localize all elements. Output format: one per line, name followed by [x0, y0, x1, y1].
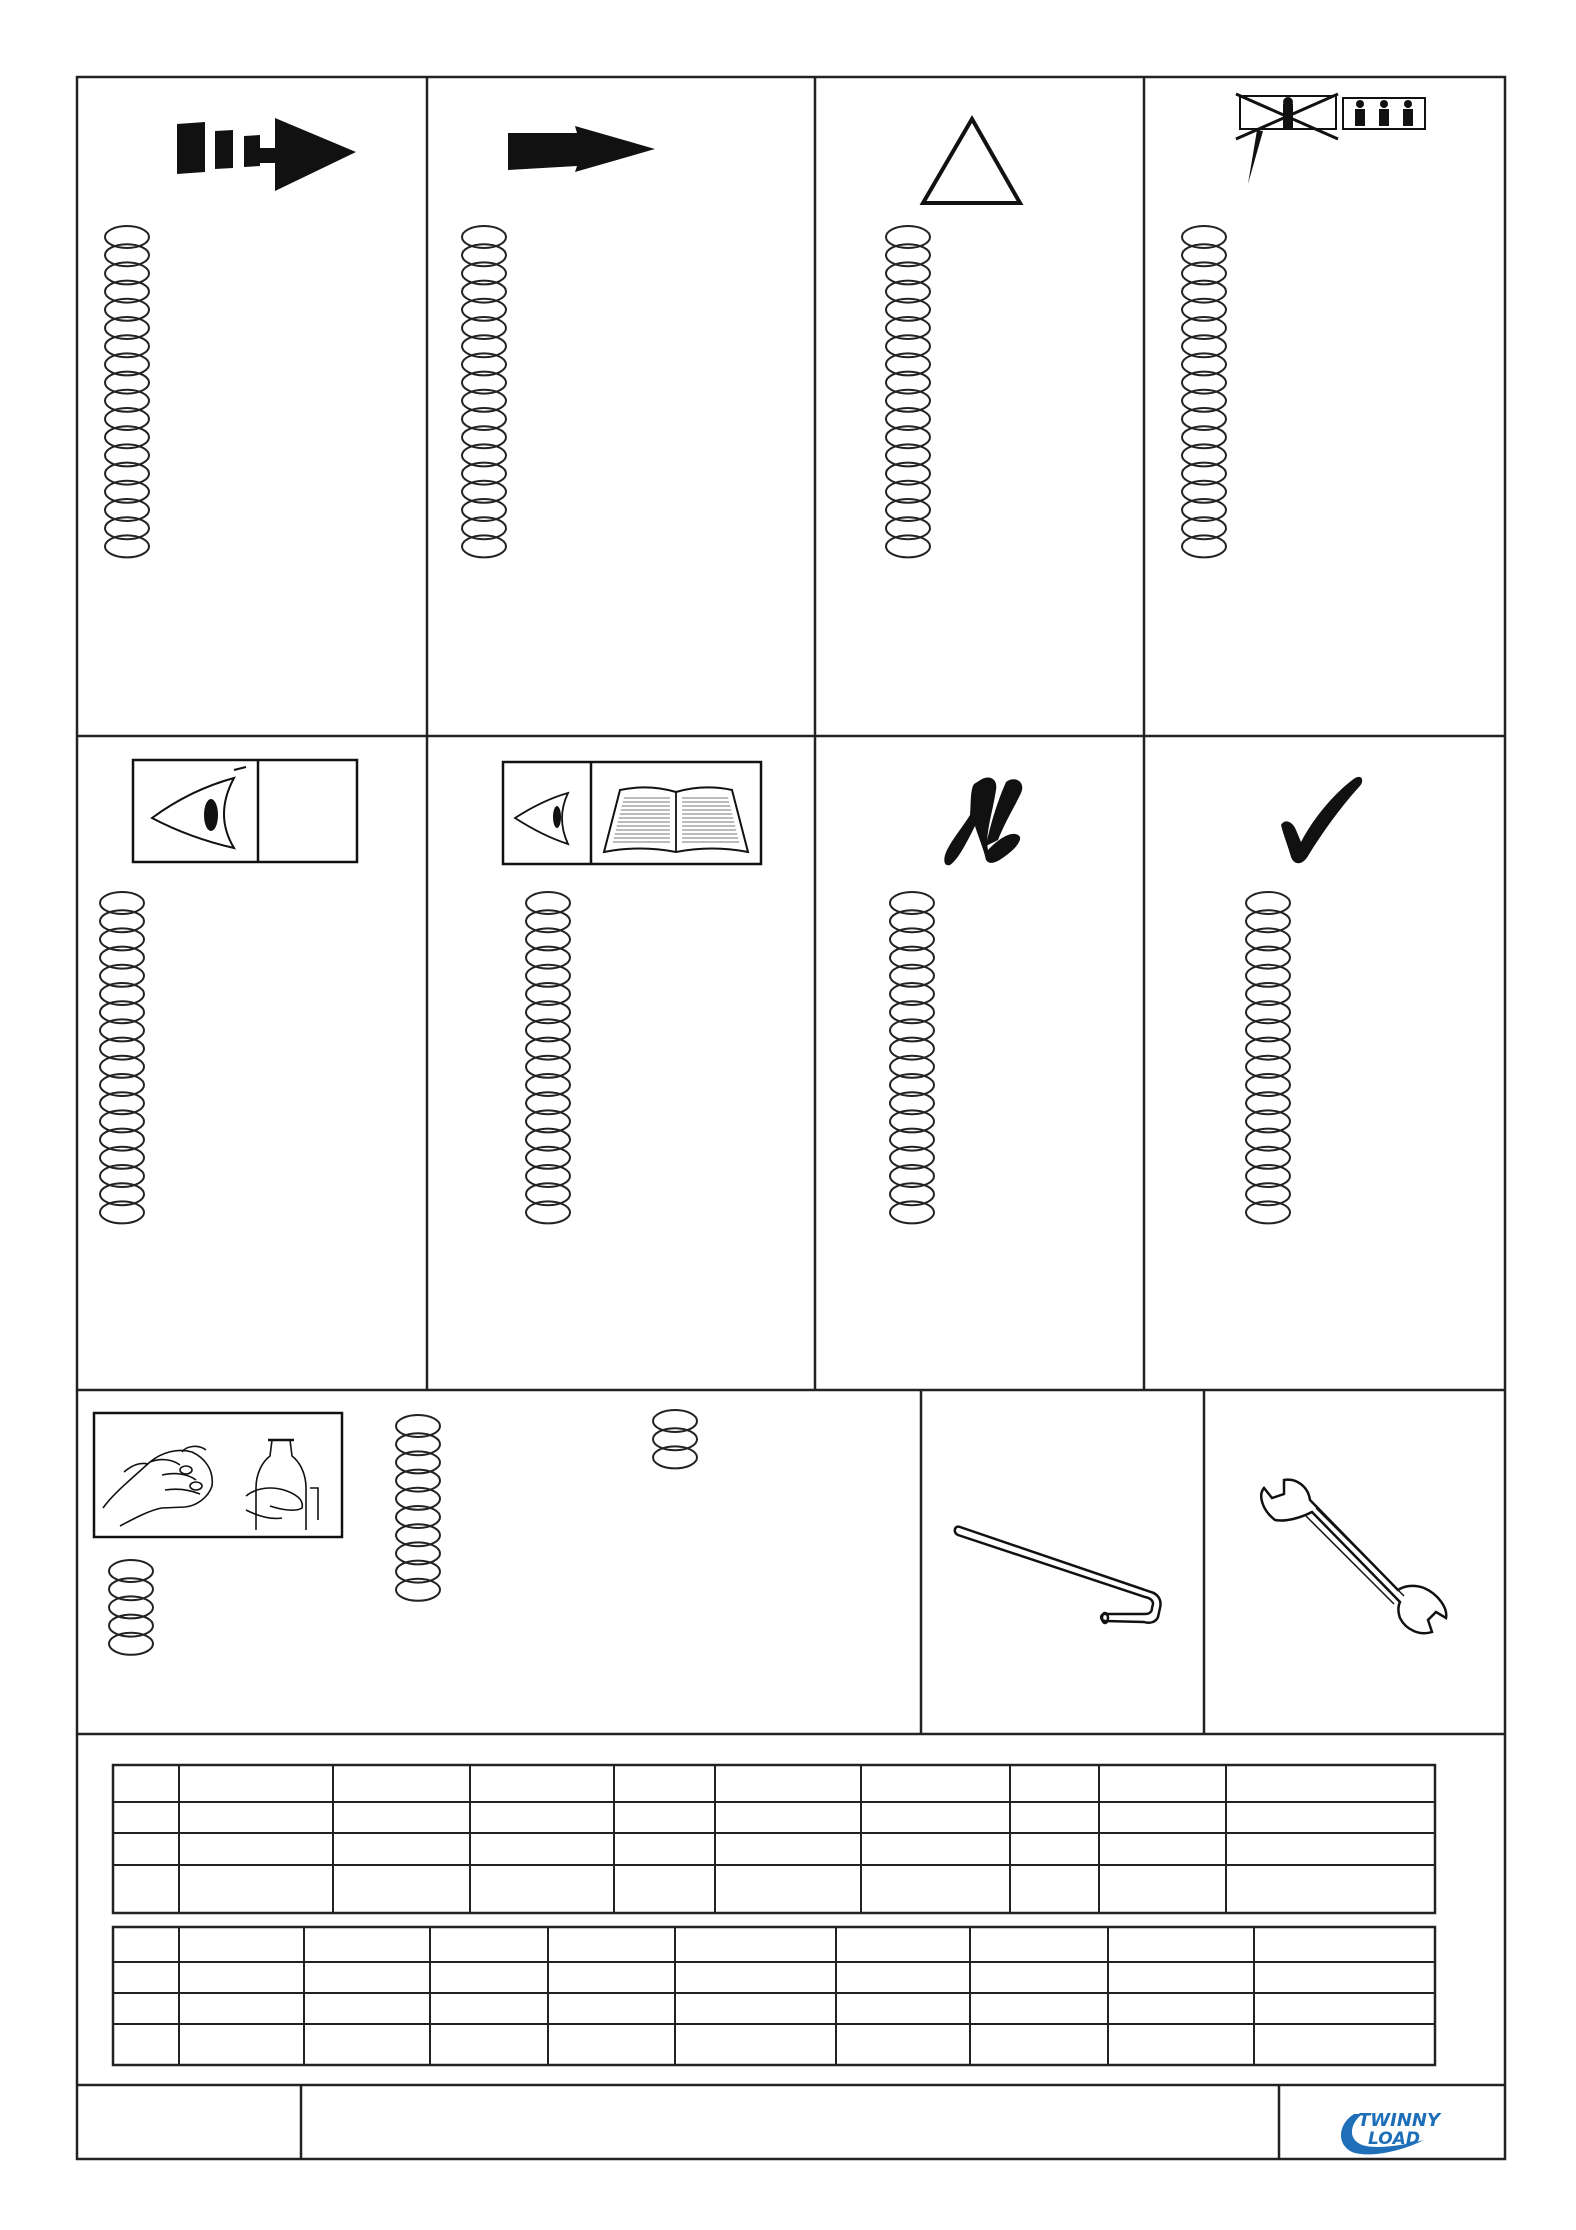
- eye-icon: [133, 760, 357, 862]
- warning-triangle-icon: [923, 119, 1020, 203]
- brand-logo: [1341, 2110, 1442, 2154]
- oval-column: [886, 226, 930, 557]
- oval-column: [100, 892, 144, 1223]
- wrench-icon: [1261, 1480, 1446, 1634]
- solid-arrow-icon: [508, 126, 655, 172]
- spec-table: [113, 1927, 1435, 2065]
- spec-tables: [113, 1765, 1435, 2065]
- oval-column: [109, 1560, 153, 1655]
- spec-table: [113, 1765, 1435, 1913]
- no-single-person-icon: [1236, 94, 1425, 184]
- hands-bottle-icon: [94, 1413, 342, 1537]
- dashed-arrow-icon: [177, 118, 356, 191]
- oval-column: [526, 892, 570, 1223]
- oval-column: [1246, 892, 1290, 1223]
- oval-column: [105, 226, 149, 557]
- page-frame: [77, 77, 1505, 2159]
- logo-line1: TWINNY: [1358, 2110, 1440, 2131]
- table-border: [113, 1765, 1435, 1913]
- check-mark-icon: [1281, 777, 1362, 863]
- oval-column: [396, 1415, 440, 1601]
- table-border: [113, 1927, 1435, 2065]
- allen-key-icon: [955, 1527, 1161, 1623]
- eye-book-icon: [503, 762, 761, 864]
- oval-column: [462, 226, 506, 557]
- oval-column: [653, 1410, 697, 1468]
- cross-mark-icon: [944, 777, 1022, 865]
- oval-column: [1182, 226, 1226, 557]
- logo-line2: LOAD: [1368, 2129, 1420, 2149]
- oval-column: [890, 892, 934, 1223]
